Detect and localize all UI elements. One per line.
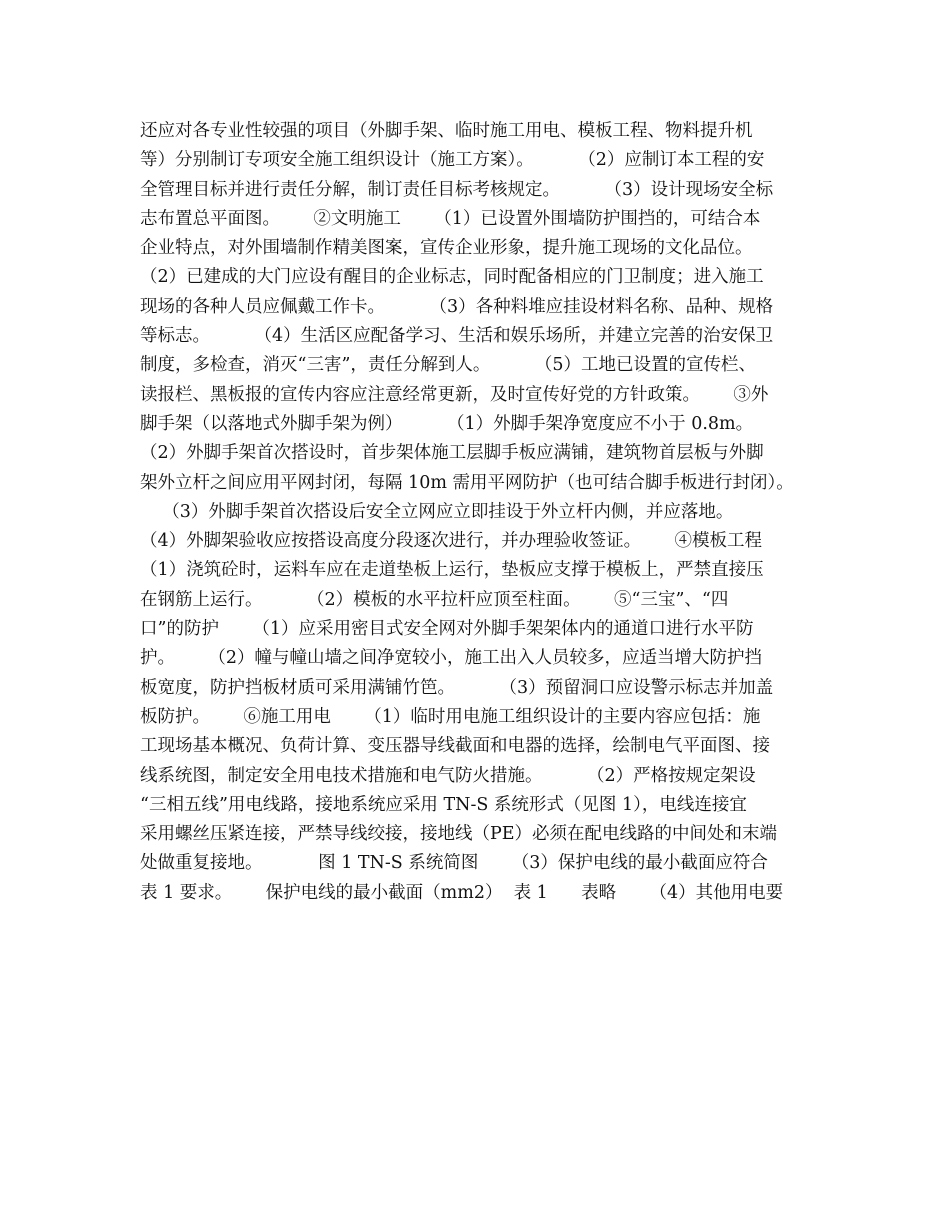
text-line: 表 1 要求。 保护电线的最小截面（mm2） 表 1 表略 （4）其他用电要	[140, 882, 784, 903]
text-line: 现场的各种人员应佩戴工作卡。 （3）各种料堆应挂设材料名称、品种、规格	[140, 296, 774, 317]
text-line: 企业特点，对外围墙制作精美图案，宣传企业形象，提升施工现场的文化品位。	[140, 238, 753, 259]
text-line: 等）分别制订专项安全施工组织设计（施工方案）。 （2）应制订本工程的安	[140, 150, 765, 171]
text-line: 志布置总平面图。 ②文明施工 （1）已设置外围墙防护围挡的，可结合本	[140, 208, 761, 229]
text-line: （1）浇筑砼时，运料车应在走道垫板上运行，垫板应支撑于模板上，严禁直接压	[140, 560, 764, 581]
text-line: 护。 （2）幢与幢山墙之间净宽较小，施工出入人员较多，应适当增大防护挡	[140, 648, 763, 669]
text-line: 板宽度，防护挡板材质可采用满铺竹笆。 （3）预留洞口应设警示标志并加盖	[140, 677, 774, 698]
text-line: （4）外脚架验收应按搭设高度分段逐次进行，并办理验收签证。 ④模板工程	[140, 531, 763, 552]
text-line: （2）外脚手架首次搭设时，首步架体施工层脚手板应满铺，建筑物首层板与外脚	[140, 443, 764, 464]
text-line: （3）外脚手架首次搭设后安全立网应立即挂设于外立杆内侧，并应落地。	[140, 501, 734, 522]
text-line: 还应对各专业性较强的项目（外脚手架、临时施工用电、模板工程、物料提升机	[140, 121, 753, 141]
text-line: 线系统图，制定安全用电技术措施和电气防火措施。 （2）严格按规定架设	[140, 765, 756, 786]
text-line: （2）已建成的大门应设有醒目的企业标志，同时配备相应的门卫制度；进入施工	[140, 267, 764, 288]
text-line: 全管理目标并进行责任分解，制订责任目标考核规定。 （3）设计现场安全标	[140, 179, 774, 200]
text-line: 采用螺丝压紧连接，严禁导线绞接，接地线（PE）必须在配电线路的中间处和末端	[140, 824, 778, 845]
text-line: 工现场基本概况、负荷计算、变压器导线截面和电器的选择，绘制电气平面图、接	[140, 736, 770, 757]
body-text	[140, 117, 830, 908]
text-line: 在钢筋上运行。 （2）模板的水平拉杆应顶至柱面。 ⑤“三宝”、“四	[140, 589, 729, 610]
text-line: 等标志。 （4）生活区应配备学习、生活和娱乐场所，并建立完善的治安保卫	[140, 326, 774, 347]
text-line: 脚手架（以落地式外脚手架为例） （1）外脚手架净宽度应不小于 0.8m。	[140, 413, 754, 434]
text-line: 处做重复接地。 图 1 TN-S 系统简图 （3）保护电线的最小截面应符合	[140, 853, 768, 874]
text-line: “三相五线”用电线路，接地系统应采用 TN-S 系统形式（见图 1），电线连接宜	[140, 794, 747, 815]
text-line: 板防护。 ⑥施工用电 （1）临时用电施工组织设计的主要内容应包括：施	[140, 706, 761, 727]
text-line: 制度，多检查，消灭“三害”，责任分解到人。 （5）工地已设置的宣传栏、	[140, 355, 757, 376]
text-line: 口”的防护 （1）应采用密目式安全网对外脚手架架体内的通道口进行水平防	[140, 619, 754, 640]
text-line: 读报栏、黑板报的宣传内容应注意经常更新，及时宣传好党的方针政策。 ③外	[140, 384, 769, 405]
text-line: 架外立杆之间应用平网封闭，每隔 10m 需用平网防护（也可结合脚手板进行封闭）。	[140, 472, 794, 493]
